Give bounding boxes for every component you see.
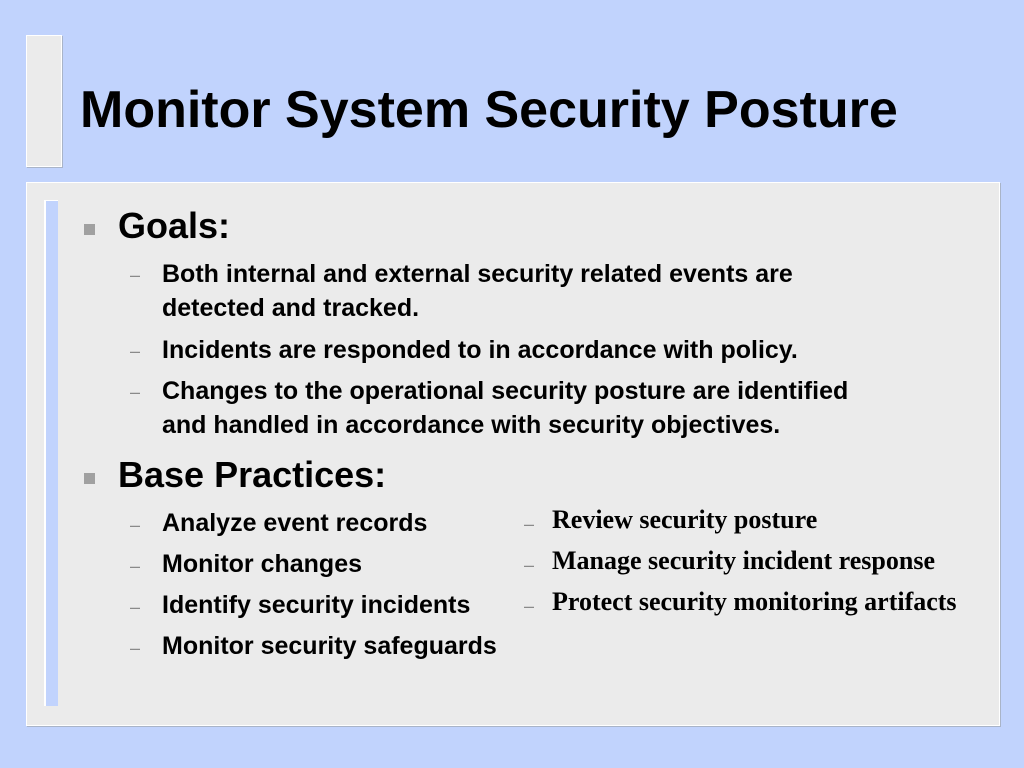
practice-left-2: Monitor changes: [162, 550, 363, 578]
practice-dash-icon: –: [130, 515, 141, 535]
content-accent-bar: [44, 200, 58, 706]
goal-item-3-line-2: and handled in accordance with security objectives.: [162, 411, 781, 439]
goals-bullet-icon: [84, 224, 95, 235]
practice-dash-icon: –: [524, 514, 535, 534]
title-accent-bar: [26, 35, 62, 167]
goal-item-1-line-2: detected and tracked.: [162, 294, 420, 322]
practice-dash-icon: –: [130, 638, 141, 658]
practice-dash-icon: –: [524, 555, 535, 575]
practice-dash-icon: –: [130, 597, 141, 617]
practice-left-1: Analyze event records: [162, 509, 428, 537]
base-practices-bullet-icon: [84, 473, 95, 484]
goal-item-2-line-1: Incidents are responded to in accordance with policy.: [162, 336, 798, 364]
practice-right-3: Protect security monitoring artifacts: [552, 587, 957, 616]
goals-heading: Goals:: [118, 205, 231, 246]
goals-dash-icon: –: [130, 265, 141, 285]
practice-right-2: Manage security incident response: [552, 546, 935, 575]
practice-left-3: Identify security incidents: [162, 591, 471, 619]
goal-item-1-line-1: Both internal and external security related events are: [162, 260, 793, 288]
goals-dash-icon: –: [130, 382, 141, 402]
goals-dash-icon: –: [130, 341, 141, 361]
practice-dash-icon: –: [524, 596, 535, 616]
practice-right-1: Review security posture: [552, 505, 818, 534]
practice-left-4: Monitor security safeguards: [162, 632, 497, 660]
base-practices-heading: Base Practices:: [118, 454, 387, 495]
practice-dash-icon: –: [130, 556, 141, 576]
goal-item-3-line-1: Changes to the operational security posture are identified: [162, 377, 849, 405]
slide-title: Monitor System Security Posture: [80, 81, 898, 139]
